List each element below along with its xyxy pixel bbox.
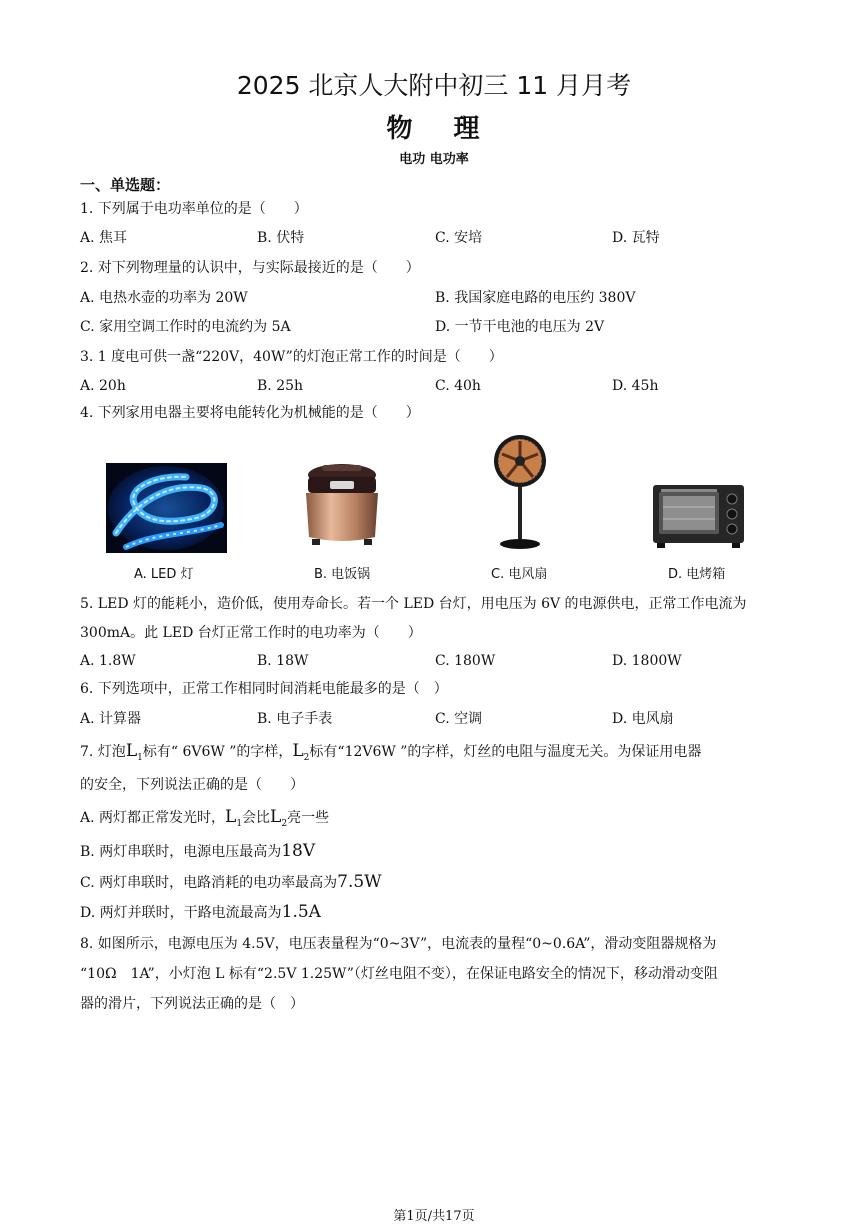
rice-cooker-image [300,461,385,549]
subject-heading: 物 理 [386,114,482,144]
question-2-option-a: A. 电热水壶的功率为 20W [80,290,248,306]
question-4-option-c: C. 电风扇 [491,567,548,582]
q7-text-3: 标有“12V6W ”的字样，灯丝的电阻与温度无关。为保证用电器 [309,744,702,760]
question-7-stem-line-1 [80,742,701,767]
question-4-stem: 4. 下列家用电器主要将电能转化为机械能的是（ ） [80,405,420,421]
q7-symbol-l2: L [292,741,304,761]
question-5-option-a: A. 1.8W [80,653,136,669]
question-4-option-a: A. LED 灯 [134,567,194,582]
question-5-stem-line-1: 5. LED 灯的能耗小，造价低，使用寿命长。若一个 LED 台灯，用电压为 6V 的电源供电，正常工作电流为 [80,596,747,612]
question-1-option-c: C. 安培 [435,230,483,246]
q7a-text-2: 会比 [242,810,271,826]
question-8-stem-line-3: 器的滑片，下列说法正确的是（ ） [80,996,304,1012]
q7d-text: D. 两灯并联时，干路电流最高为 [80,905,282,921]
question-6-option-a: A. 计算器 [80,711,142,727]
question-8-stem-line-1: 8. 如图所示，电源电压为 4.5V，电压表量程为“0~3V”，电流表的量程“0~0.6A”，滑动变阻器规格为 [80,936,717,952]
q7d-value: 1.5A [281,902,321,922]
question-1-stem: 1. 下列属于电功率单位的是（ ） [80,201,308,217]
q7a-subscript-2: 2 [281,818,288,829]
q7a-text-3: 亮一些 [287,810,330,826]
q7-text-2: 标有“ 6V6W ”的字样， [142,744,293,760]
q7c-text: C. 两灯串联时，电路消耗的电功率最高为 [80,875,338,891]
question-3-option-c: C. 40h [435,378,481,394]
question-3-stem: 3. 1 度电可供一盏“220V，40W”的灯泡正常工作的时间是（ ） [80,349,503,365]
page-title: 2025 北京人大附中初三 11 月月考 [236,71,632,100]
q7a-text-1: A. 两灯都正常发光时， [80,810,226,826]
q7a-symbol-l2: L [270,807,282,827]
question-6-option-b: B. 电子手表 [257,711,333,727]
q7-subscript-2: 2 [303,752,310,763]
question-7-stem-line-2: 的安全，下列说法正确的是（ ） [80,777,304,793]
question-5-option-d: D. 1800W [612,653,682,669]
question-1-option-d: D. 瓦特 [612,230,660,246]
question-2-option-d: D. 一节干电池的电压为 2V [435,319,605,335]
question-4-option-b: B. 电饭锅 [314,567,371,582]
section-heading: 一、单选题： [80,176,171,194]
question-1-option-b: B. 伏特 [257,230,305,246]
led-strip-image [106,463,227,553]
electric-fan-image [493,432,547,552]
question-7-option-a [80,808,329,833]
q7a-symbol-l1: L [225,807,237,827]
q7-symbol-l1: L [125,741,138,761]
question-8-stem-line-2: “10Ω 1A”，小灯泡 L 标有“2.5V 1.25W”（灯丝电阻不变），在保证电路安全的情况下，移动滑动变阻 [80,966,718,982]
question-4-option-d: D. 电烤箱 [668,567,726,582]
q7-subscript-1: 1 [137,752,143,763]
electric-oven-image [651,483,746,549]
question-7-option-b [80,842,315,861]
question-1-option-a: A. 焦耳 [80,230,128,246]
question-6-option-d: D. 电风扇 [612,711,674,727]
question-2-option-b: B. 我国家庭电路的电压约 380V [435,290,636,306]
q7c-value: 7.5W [337,872,382,892]
question-5-stem-line-2: 300mA。此 LED 台灯正常工作时的电功率为（ ） [80,625,422,641]
question-5-option-b: B. 18W [257,653,309,669]
question-5-option-c: C. 180W [435,653,496,669]
question-2-stem: 2. 对下列物理量的认识中，与实际最接近的是（ ） [80,260,420,276]
question-6-stem: 6. 下列选项中，正常工作相同时间消耗电能最多的是（ ） [80,681,448,697]
question-3-option-b: B. 25h [257,378,304,394]
q7-text-1: 7. 灯泡 [80,744,126,760]
question-2-option-c: C. 家用空调工作时的电流约为 5A [80,319,291,335]
question-6-option-c: C. 空调 [435,711,483,727]
question-3-option-a: A. 20h [80,378,126,394]
topic-heading: 电功 电功率 [399,152,469,167]
q7b-text: B. 两灯串联时，电源电压最高为 [80,844,282,860]
page-footer: 第1页/共17页 [393,1209,475,1224]
question-3-option-d: D. 45h [612,378,659,394]
question-7-option-d [80,903,321,922]
q7a-subscript-1: 1 [236,818,243,829]
question-7-option-c [80,873,382,892]
q7b-value: 18V [281,841,316,861]
